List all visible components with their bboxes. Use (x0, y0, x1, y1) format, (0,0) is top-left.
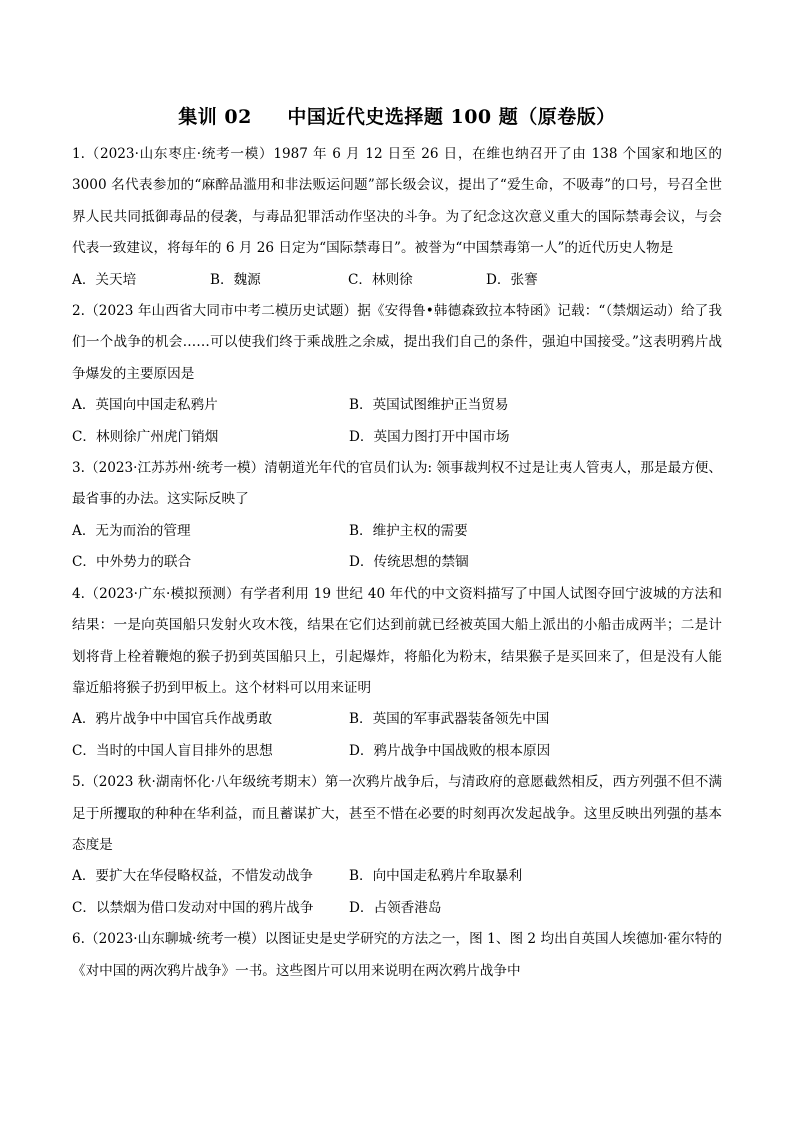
option-a: A．要扩大在华侵略权益，不惜发动战争 (72, 868, 313, 885)
question-1 (72, 139, 722, 296)
question-stem: 4.（2023·广东·模拟预测）有学者利用 19 世纪 40 年代的中文资料描写了中国人试图夺回宁波城的方法和结果：一是向英国船只发射火攻木筏，结果在它们达到前就已经被英国大船上派出的小船击成两半；二是计划将背上栓着鞭炮的猴子扔到英国船只上，引起爆炸，将船化为粉末，结果猴子是买回来了，但是没有人能靠近船将猴子扔到甲板上。这个材料可以用来证明 (72, 585, 722, 696)
option-c: C．林则徐广州虎门销烟 (72, 428, 219, 445)
option-b: B．英国的军事武器装备领先中国 (349, 711, 550, 728)
question-stem: 1.（2023·山东枣庄·统考一模）1987 年 6 月 12 日至 26 日，在维也纳召开了由 138 个国家和地区的 3000 名代表参加的“麻醉品滥用和非法贩运问题”部长级会议，提出了“爱生命，不吸毒”的口号，号召全世界人民共同抵御毒品的侵袭，与毒品犯罪活动作坚决的斗争。为了纪念这次意义重大的国际禁毒会议，与会代表一致建议，将每年的 6 月 26 日定为“国际禁毒日”。被誉为“中国禁毒第一人”的近代历史人物是 (72, 146, 722, 257)
option-d: D．鸦片战争中国战败的根本原因 (349, 742, 551, 759)
question-6 (72, 924, 722, 987)
option-c: C．以禁烟为借口发动对中国的鸦片战争 (72, 899, 314, 916)
option-c: C．中外势力的联合 (72, 554, 192, 571)
question-2 (72, 296, 722, 453)
option-list (72, 516, 722, 579)
option-a: A．关天培 (72, 271, 137, 288)
option-a: A．英国向中国走私鸦片 (72, 397, 218, 414)
option-list (72, 704, 722, 767)
question-4 (72, 579, 722, 767)
question-list (72, 139, 722, 987)
option-a: A．鸦片战争中中国官兵作战勇敢 (72, 711, 273, 728)
question-3 (72, 453, 722, 579)
question-stem: 5.（2023 秋·湖南怀化·八年级统考期末）第一次鸦片战争后，与清政府的意愿截然相反，西方列强不但不满足于所攫取的种种在华利益，而且蓄谋扩大，甚至不惜在必要的时刻再次发起战争。这里反映出列强的基本态度是 (72, 774, 722, 853)
question-5 (72, 767, 722, 924)
option-b: B．向中国走私鸦片牟取暴利 (349, 868, 523, 885)
option-c: C．林则徐 (348, 271, 413, 288)
option-d: D．张謇 (486, 271, 538, 288)
option-b: B．魏源 (210, 271, 261, 288)
option-d: D．英国力图打开中国市场 (349, 428, 510, 445)
document-title: 集训 02 中国近代史选择题 100 题（原卷版） (178, 106, 616, 128)
option-list (72, 390, 722, 453)
option-d: D．占领香港岛 (349, 899, 442, 916)
option-a: A．无为而治的管理 (72, 522, 191, 539)
option-list (72, 265, 722, 296)
question-stem: 2.（2023 年山西省大同市中考二模历史试题）据《安得鲁•韩德森致拉本特函》记载：“（禁烟运动）给了我们一个战争的机会……可以使我们终于乘战胜之余威，提出我们自己的条件，强迫中国接受。”这表明鸦片战争爆发的主要原因是 (72, 303, 722, 382)
option-c: C．当时的中国人盲目排外的思想 (72, 742, 273, 759)
option-b: B．维护主权的需要 (349, 522, 468, 539)
option-list (72, 861, 722, 924)
question-stem: 6.（2023·山东聊城·统考一模）以图证史是史学研究的方法之一，图 1、图 2 均出自英国人埃德加·霍尔特的《对中国的两次鸦片战争》一书。这些图片可以用来说明在两次鸦片战争中 (72, 931, 722, 979)
option-d: D．传统思想的禁锢 (349, 554, 469, 571)
question-stem: 3.（2023·江苏苏州·统考一模）清朝道光年代的官员们认为: 领事裁判权不过是让夷人管夷人，那是最方便、最省事的办法。这实际反映了 (72, 460, 722, 508)
option-b: B．英国试图维护正当贸易 (349, 397, 509, 414)
